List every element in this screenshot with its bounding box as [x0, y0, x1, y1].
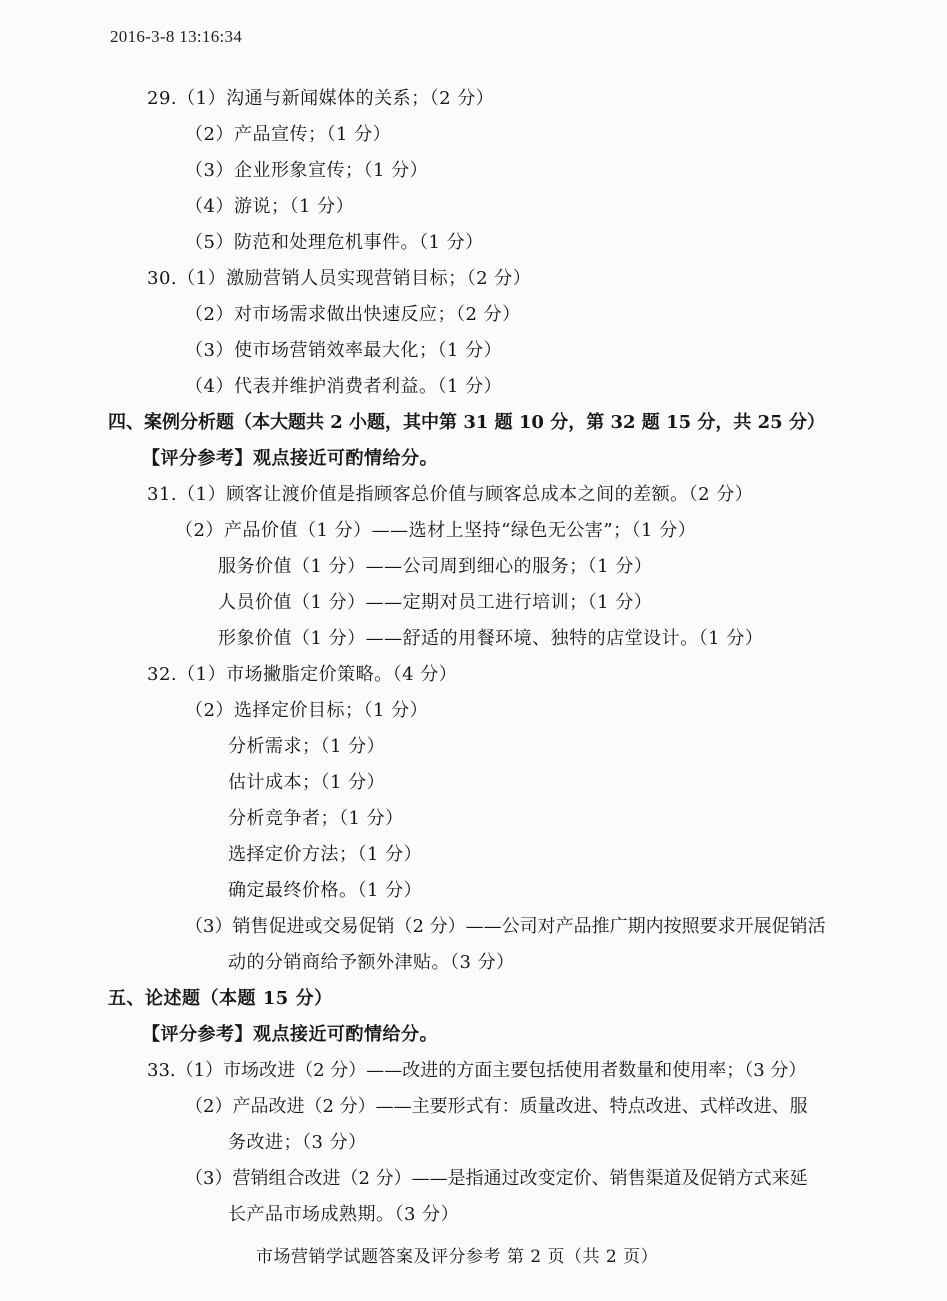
- answer-line: 分析需求；（1 分）: [228, 736, 386, 757]
- answer-line: 33.（1）市场改进（2 分）——改进的方面主要包括使用者数量和使用率；（3 分）: [147, 1060, 807, 1081]
- timestamp: 2016-3-8 13:16:34: [110, 27, 243, 46]
- section-heading: 五、论述题（本题 15 分）: [108, 988, 333, 1009]
- answer-line: 29.（1）沟通与新闻媒体的关系；（2 分）: [147, 88, 495, 109]
- answer-line: 30.（1）激励营销人员实现营销目标；（2 分）: [147, 268, 532, 289]
- answer-line: （3）使市场营销效率最大化；（1 分）: [185, 340, 503, 361]
- answer-line: （3）营销组合改进（2 分）——是指通过改变定价、销售渠道及促销方式来延: [185, 1168, 808, 1189]
- answer-line: （4）游说；（1 分）: [185, 196, 355, 217]
- answer-line: （2）对市场需求做出快速反应；（2 分）: [185, 304, 521, 325]
- answer-line: （5）防范和处理危机事件。（1 分）: [185, 232, 484, 253]
- answer-line: 人员价值（1 分）——定期对员工进行培训；（1 分）: [218, 592, 653, 613]
- page-footer: 市场营销学试题答案及评分参考 第 2 页（共 2 页）: [256, 1247, 659, 1267]
- answer-line: （2）产品宣传；（1 分）: [185, 124, 392, 145]
- answer-line: 分析竞争者；（1 分）: [228, 808, 404, 829]
- answer-line: （2）产品价值（1 分）——选材上坚持“绿色无公害”；（1 分）: [175, 520, 697, 541]
- answer-line: 务改进；（3 分）: [228, 1132, 367, 1153]
- answer-line: （2）产品改进（2 分）——主要形式有：质量改进、特点改进、式样改进、服: [185, 1096, 808, 1117]
- answer-line: 估计成本；（1 分）: [228, 772, 386, 793]
- answer-line: 长产品市场成熟期。（3 分）: [228, 1204, 460, 1225]
- scoring-note: 【评分参考】观点接近可酌情给分。: [142, 1024, 438, 1045]
- scoring-note: 【评分参考】观点接近可酌情给分。: [142, 448, 438, 469]
- answer-line: 选择定价方法；（1 分）: [228, 844, 423, 865]
- answer-line: 服务价值（1 分）——公司周到细心的服务；（1 分）: [218, 556, 653, 577]
- answer-line: （3）销售促进或交易促销（2 分）——公司对产品推广期内按照要求开展促销活: [185, 916, 826, 937]
- answer-line: 形象价值（1 分）——舒适的用餐环境、独特的店堂设计。（1 分）: [218, 628, 764, 649]
- answer-line: 确定最终价格。（1 分）: [228, 880, 423, 901]
- answer-line: 动的分销商给予额外津贴。（3 分）: [228, 952, 515, 973]
- answer-line: 31.（1）顾客让渡价值是指顾客总价值与顾客总成本之间的差额。（2 分）: [147, 484, 754, 505]
- answer-line: （4）代表并维护消费者利益。（1 分）: [185, 376, 503, 397]
- answer-line: （3）企业形象宣传；（1 分）: [185, 160, 429, 181]
- answer-line: 32.（1）市场撇脂定价策略。（4 分）: [147, 664, 458, 685]
- answer-line: （2）选择定价目标；（1 分）: [185, 700, 429, 721]
- section-heading: 四、案例分析题（本大题共 2 小题，其中第 31 题 10 分，第 32 题 15 分，共 25 分）: [108, 412, 825, 433]
